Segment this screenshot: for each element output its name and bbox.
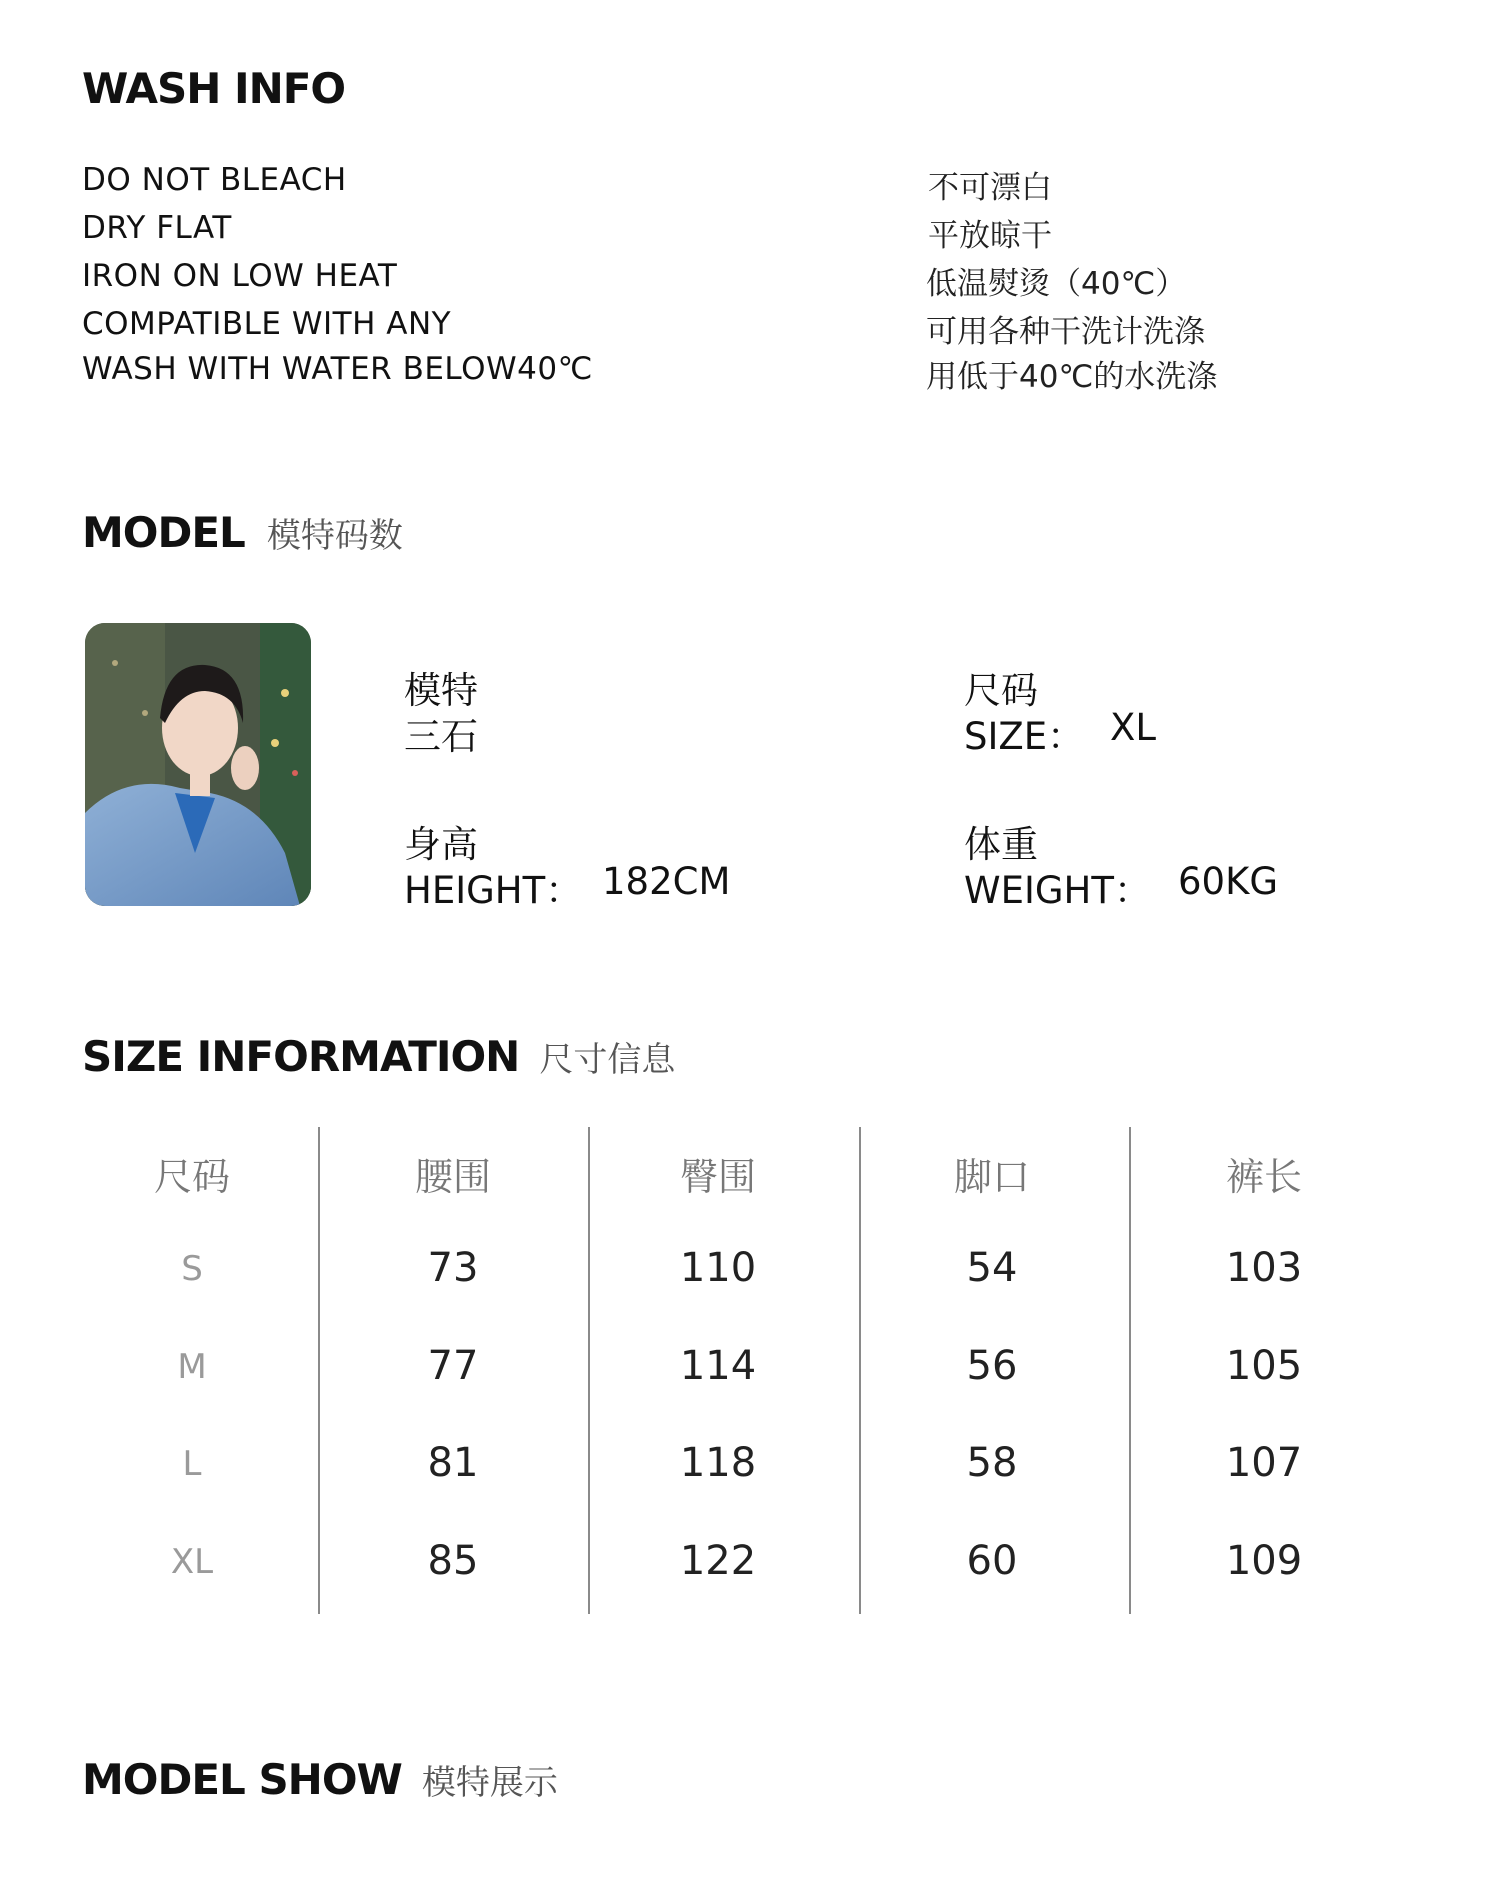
wash-item-cn: 平放晾干: [928, 218, 1052, 254]
table-cell: 114: [679, 1343, 757, 1389]
table-header: 臀围: [679, 1155, 756, 1199]
size-value: XL: [1110, 706, 1156, 749]
table-cell: 77: [427, 1343, 479, 1389]
table-header: 腰围: [414, 1155, 491, 1199]
wash-item-cn: 可用各种干洗计洗涤: [926, 314, 1205, 350]
wash-item-en: IRON ON LOW HEAT: [82, 258, 398, 294]
table-header: 尺码: [153, 1155, 230, 1199]
table-cell-size: M: [177, 1347, 207, 1387]
table-cell: 56: [966, 1343, 1018, 1389]
wash-item-cn: 不可漂白: [928, 170, 1052, 206]
table-cell: 81: [427, 1440, 479, 1486]
size-info-heading: [82, 1032, 675, 1081]
table-cell: 54: [966, 1245, 1018, 1291]
wash-item-en: WASH WITH WATER BELOW40℃: [82, 351, 593, 387]
table-divider: [1129, 1127, 1131, 1614]
model-photo: [85, 623, 311, 906]
table-cell: 60: [966, 1538, 1018, 1584]
model-name-label: 模特: [404, 669, 478, 712]
size-info-heading-en: SIZE INFORMATION: [82, 1032, 520, 1081]
table-cell-size: S: [181, 1249, 203, 1289]
model-photo-illustration: [85, 623, 311, 906]
table-cell: 122: [679, 1538, 757, 1584]
wash-item-en: COMPATIBLE WITH ANY: [82, 306, 452, 342]
table-cell: 109: [1225, 1538, 1303, 1584]
table-header: 脚口: [953, 1155, 1030, 1199]
size-label-cn: 尺码: [964, 669, 1038, 712]
weight-label-cn: 体重: [964, 823, 1038, 866]
size-label-en: SIZE：: [964, 715, 1085, 758]
height-label-en: HEIGHT：: [404, 869, 583, 912]
height-value: 182CM: [602, 860, 731, 903]
table-cell: 103: [1225, 1245, 1303, 1291]
weight-value: 60KG: [1178, 860, 1279, 903]
wash-item-cn: 用低于40℃的水洗涤: [926, 359, 1218, 395]
table-cell-size: XL: [170, 1542, 214, 1582]
table-divider: [588, 1127, 590, 1614]
model-heading: [82, 508, 403, 557]
table-header: 裤长: [1225, 1155, 1302, 1199]
table-cell: 73: [427, 1245, 479, 1291]
model-show-heading: [82, 1755, 558, 1804]
model-heading-cn: 模特码数: [266, 516, 403, 556]
table-cell: 118: [679, 1440, 757, 1486]
wash-item-en: DO NOT BLEACH: [82, 162, 347, 198]
model-show-heading-en: MODEL SHOW: [82, 1755, 402, 1804]
height-label-cn: 身高: [404, 823, 478, 866]
table-divider: [318, 1127, 320, 1614]
wash-item-en: DRY FLAT: [82, 210, 232, 246]
wash-info-heading: WASH INFO: [82, 64, 346, 113]
table-cell: 58: [966, 1440, 1018, 1486]
table-cell-size: L: [182, 1444, 202, 1484]
size-info-heading-cn: 尺寸信息: [539, 1040, 676, 1080]
model-heading-en: MODEL: [82, 508, 245, 557]
wash-item-cn: 低温熨烫（40℃）: [926, 266, 1187, 302]
table-cell: 110: [679, 1245, 757, 1291]
weight-label-en: WEIGHT：: [964, 869, 1151, 912]
model-name-value: 三石: [404, 715, 478, 758]
table-cell: 105: [1225, 1343, 1303, 1389]
table-cell: 85: [427, 1538, 479, 1584]
table-divider: [859, 1127, 861, 1614]
table-cell: 107: [1225, 1440, 1303, 1486]
model-show-heading-cn: 模特展示: [421, 1763, 558, 1803]
